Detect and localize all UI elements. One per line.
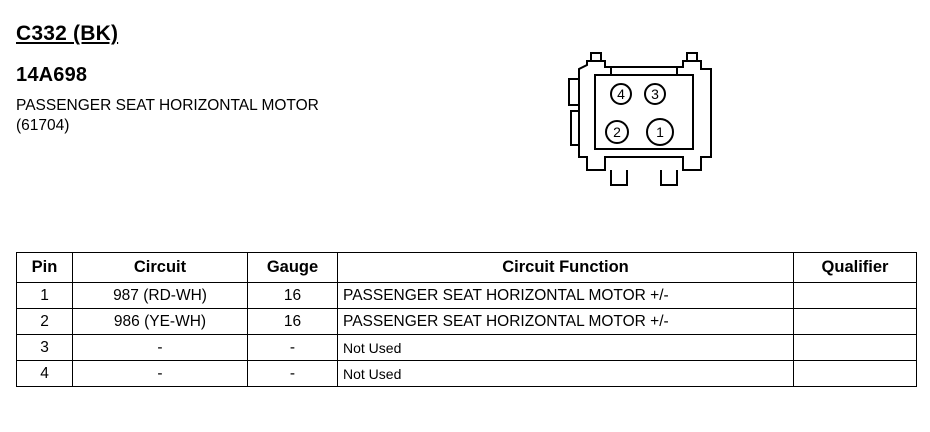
- cell-circuit: -: [73, 361, 248, 387]
- left-clip: [571, 111, 579, 145]
- column-header-gauge: Gauge: [248, 253, 338, 283]
- cell-pin: 1: [17, 283, 73, 309]
- table-header-row: [17, 253, 917, 283]
- table-row: [17, 335, 917, 361]
- table-row: [17, 309, 917, 335]
- left-latch: [569, 79, 579, 105]
- column-header-circuit: Circuit: [73, 253, 248, 283]
- column-header-qualifier: Qualifier: [794, 253, 917, 283]
- pin-label-2: 2: [613, 124, 621, 140]
- column-header-pin: Pin: [17, 253, 73, 283]
- cell-qualifier: [794, 309, 917, 335]
- cell-pin: 2: [17, 309, 73, 335]
- table-row: [17, 361, 917, 387]
- pin-table: [16, 252, 917, 387]
- table-row: [17, 283, 917, 309]
- top-tab-left: [591, 53, 601, 61]
- part-number: 14A698: [16, 64, 88, 86]
- bottom-post-right: [661, 170, 677, 185]
- cell-circuit-function: Not Used: [338, 335, 794, 361]
- connector-title: C332 (BK): [16, 22, 119, 45]
- cell-qualifier: [794, 283, 917, 309]
- cavity-face: [595, 75, 693, 149]
- cell-qualifier: [794, 361, 917, 387]
- column-header-circuit-function: Circuit Function: [338, 253, 794, 283]
- cell-circuit: 986 (YE-WH): [73, 309, 248, 335]
- cell-gauge: 16: [248, 283, 338, 309]
- cell-circuit-function: PASSENGER SEAT HORIZONTAL MOTOR +/-: [338, 283, 794, 309]
- cell-circuit: 987 (RD-WH): [73, 283, 248, 309]
- cell-gauge: 16: [248, 309, 338, 335]
- connector-outline: [579, 61, 711, 170]
- connector-diagram: [565, 45, 765, 210]
- cell-circuit-function: PASSENGER SEAT HORIZONTAL MOTOR +/-: [338, 309, 794, 335]
- cell-qualifier: [794, 335, 917, 361]
- component-description: PASSENGER SEAT HORIZONTAL MOTOR (61704): [16, 97, 319, 134]
- connector-svg: [565, 45, 765, 210]
- pin-label-1: 1: [656, 124, 664, 140]
- cell-circuit-function: Not Used: [338, 361, 794, 387]
- bottom-post-left: [611, 170, 627, 185]
- cell-gauge: -: [248, 335, 338, 361]
- top-tab-right: [687, 53, 697, 61]
- cell-circuit: -: [73, 335, 248, 361]
- cell-pin: 4: [17, 361, 73, 387]
- pin-label-3: 3: [651, 86, 659, 102]
- cell-pin: 3: [17, 335, 73, 361]
- pin-label-4: 4: [617, 86, 625, 102]
- cell-gauge: -: [248, 361, 338, 387]
